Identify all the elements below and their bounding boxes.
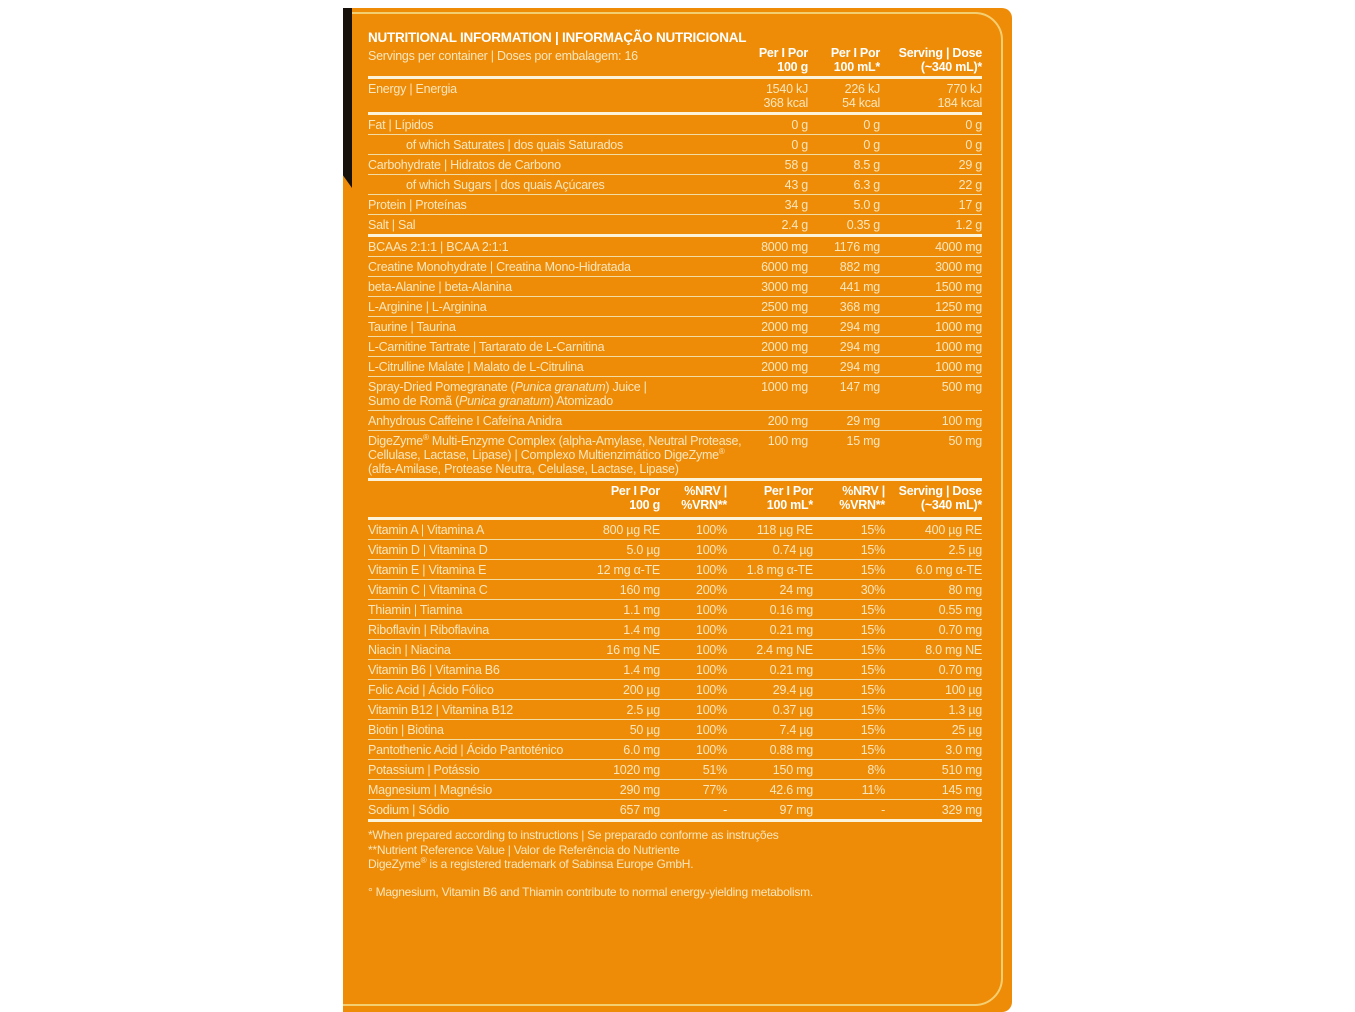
nutrient-value: 15% — [860, 743, 885, 757]
nutrient-value: 226 kJ 54 kcal — [842, 82, 880, 110]
label-content — [368, 24, 982, 899]
nutrient-value: 17 g — [958, 198, 982, 212]
nutrient-value: 0 g — [863, 138, 880, 152]
nutrient-row — [368, 560, 982, 580]
nutrient-value: 0.70 mg — [938, 663, 982, 677]
nutrient-value: 118 µg RE — [756, 523, 813, 537]
servings-line: Servings per container | Doses por embalagem: 16 — [368, 49, 638, 63]
nutrient-value: 2000 mg — [761, 360, 808, 374]
nutrient-row — [368, 317, 982, 337]
nutrient-label: Salt | Sal — [368, 218, 416, 232]
nutrient-value: 15% — [860, 623, 885, 637]
nutrient-row — [368, 720, 982, 740]
nutrient-label: Magnesium | Magnésio — [368, 783, 493, 797]
nutrient-value: 5.0 µg — [626, 543, 660, 557]
nutrient-value: 1.8 mg α-TE — [746, 563, 813, 577]
footnotes — [368, 828, 982, 872]
nutrient-value: 15% — [860, 663, 885, 677]
nutrient-value: 100% — [696, 523, 727, 537]
nutrient-value: 200% — [696, 583, 727, 597]
nutrient-value: 6000 mg — [761, 260, 808, 274]
nutrient-value: 160 mg — [619, 583, 660, 597]
nutrient-value: 0.70 mg — [938, 623, 982, 637]
nutrient-label: Thiamin | Tiamina — [368, 603, 463, 617]
column-header: %NRV | %VRN** — [681, 484, 727, 512]
nutrient-value: 368 mg — [839, 300, 880, 314]
nutrient-label: Carbohydrate | Hidratos de Carbono — [368, 158, 561, 172]
nutrient-value: 29 mg — [846, 414, 880, 428]
label-edge-stripe — [343, 8, 352, 188]
column-header: Serving | Dose (~340 mL)* — [898, 484, 982, 512]
nutrient-value: - — [723, 803, 727, 817]
nutrient-label: Vitamin B12 | Vitamina B12 — [368, 703, 513, 717]
main-table-body — [368, 79, 982, 481]
nutrient-value: 145 mg — [941, 783, 982, 797]
nutrient-value: 1540 kJ 368 kcal — [763, 82, 808, 110]
nutrient-value: 100% — [696, 643, 727, 657]
nutrient-value: 34 g — [784, 198, 808, 212]
nutrient-row — [368, 780, 982, 800]
nutrient-label: Energy | Energia — [368, 82, 457, 96]
column-header: Per I Por 100 g — [610, 484, 660, 512]
nutrient-value: 15% — [860, 603, 885, 617]
nutrient-value: 150 mg — [772, 763, 813, 777]
label-title: NUTRITIONAL INFORMATION | INFORMAÇÃO NUTRICIONAL — [368, 30, 747, 45]
nutrient-value: 100% — [696, 743, 727, 757]
nutrient-value: 1176 mg — [834, 240, 880, 254]
nutrient-value: 0.21 mg — [769, 663, 813, 677]
nutrient-value: 294 mg — [839, 340, 880, 354]
nutrient-value: 1000 mg — [935, 340, 982, 354]
nutrient-value: 29 g — [958, 158, 982, 172]
nutrient-value: 0 g — [791, 138, 808, 152]
nutrient-value: 1.4 mg — [623, 623, 660, 637]
nutrient-value: 0.37 µg — [772, 703, 813, 717]
nutrient-row — [368, 115, 982, 135]
nutrient-label: Fat | Lípidos — [368, 118, 434, 132]
nutrient-label: Vitamin D | Vitamina D — [368, 543, 488, 557]
nutrient-value: 58 g — [784, 158, 808, 172]
nutrient-value: 1.2 g — [955, 218, 982, 232]
nutrient-value: 29.4 µg — [772, 683, 813, 697]
nutrient-value: 22 g — [958, 178, 982, 192]
nutrient-value: 7.4 µg — [779, 723, 813, 737]
nutrient-value: 2.4 mg NE — [756, 643, 813, 657]
nutrient-value: 15% — [860, 563, 885, 577]
nutrient-row — [368, 155, 982, 175]
nutrient-value: 0.88 mg — [769, 743, 813, 757]
nutrient-row — [368, 297, 982, 317]
nutrient-row — [368, 520, 982, 540]
nutrient-label: Spray-Dried Pomegranate (Punica granatum) Juice | Sumo de Romã (Punica granatum) Atomizado — [368, 380, 647, 408]
nutrient-value: 30% — [860, 583, 885, 597]
nutrient-value: 882 mg — [839, 260, 880, 274]
nutrient-value: 43 g — [784, 178, 808, 192]
nutrient-label: Vitamin B6 | Vitamina B6 — [368, 663, 500, 677]
nutrient-value: 100% — [696, 703, 727, 717]
nutrient-value: 15% — [860, 723, 885, 737]
nutrient-label: Biotin | Biotina — [368, 723, 444, 737]
nutrient-row — [368, 700, 982, 720]
nutrient-label: Protein | Proteínas — [368, 198, 467, 212]
nutrient-row — [368, 257, 982, 277]
nutrient-value: 200 µg — [623, 683, 660, 697]
nutrient-value: 97 mg — [779, 803, 813, 817]
nutrient-label: Niacin | Niacina — [368, 643, 451, 657]
nutrient-label: DigeZyme® Multi-Enzyme Complex (alpha-Amylase, Neutral Protease, Cellulase, Lactase, Lipase) | Complexo Multienzimático DigeZyme® (alfa-Amilase, Protease Neutra, Celulase, Lactase, Lipase) — [368, 432, 742, 476]
nutrient-value: 2.5 µg — [626, 703, 660, 717]
nutrient-value: 4000 mg — [935, 240, 982, 254]
nutrient-value: 80 mg — [948, 583, 982, 597]
nutrient-label: of which Saturates | dos quais Saturados — [406, 138, 623, 152]
column-header: %NRV | %VRN** — [839, 484, 885, 512]
nutrient-value: 400 µg RE — [924, 523, 982, 537]
nutrient-row — [368, 760, 982, 780]
nutrient-value: 294 mg — [839, 360, 880, 374]
nutrient-value: 8.5 g — [853, 158, 880, 172]
nutrient-value: 15% — [860, 703, 885, 717]
nutrient-label: Folic Acid | Ácido Fólico — [368, 683, 494, 697]
nutrient-value: 2.5 µg — [948, 543, 982, 557]
nutrient-value: 6.0 mg α-TE — [915, 563, 982, 577]
column-header: Serving | Dose (~340 mL)* — [898, 46, 982, 74]
nutrient-row — [368, 377, 982, 411]
nutrient-row — [368, 277, 982, 297]
nutrient-label: Taurine | Taurina — [368, 320, 456, 334]
nutrient-value: 1000 mg — [935, 360, 982, 374]
nutrient-value: 2000 mg — [761, 320, 808, 334]
nutrient-value: 15% — [860, 643, 885, 657]
metabolism-note: ° Magnesium, Vitamin B6 and Thiamin contribute to normal energy-yielding metabolism. — [368, 884, 813, 899]
nutrient-value: 200 mg — [767, 414, 808, 428]
nutrient-value: 8000 mg — [761, 240, 808, 254]
nutrient-value: 6.3 g — [853, 178, 880, 192]
footnote-line: *When prepared according to instructions | Se preparado conforme as instruções — [368, 828, 779, 842]
nutrient-value: 3000 mg — [935, 260, 982, 274]
nutrient-row — [368, 600, 982, 620]
nutrient-value: 100 µg — [945, 683, 982, 697]
nutrient-value: 100 mg — [941, 414, 982, 428]
nutrition-label-panel — [343, 8, 1012, 1012]
nutrient-row — [368, 431, 982, 481]
nutrient-value: 12 mg α-TE — [596, 563, 660, 577]
nutrient-value: 42.6 mg — [769, 783, 813, 797]
nutrient-value: 25 µg — [951, 723, 982, 737]
nutrient-value: 100% — [696, 603, 727, 617]
nutrient-label: L-Citrulline Malate | Malato de L-Citrulina — [368, 360, 584, 374]
nutrient-value: 1000 mg — [935, 320, 982, 334]
nutrient-value: 0.74 µg — [772, 543, 813, 557]
nutrient-value: 1.3 µg — [948, 703, 982, 717]
vitamin-table-body — [368, 520, 982, 822]
nutrient-value: 0.16 mg — [769, 603, 813, 617]
vitamin-table-header — [368, 483, 982, 520]
nutrient-label: beta-Alanine | beta-Alanina — [368, 280, 512, 294]
footnote-line: **Nutrient Reference Value | Valor de Referência do Nutriente — [368, 842, 680, 857]
nutrient-value: 11% — [861, 783, 885, 797]
nutrient-value: 0 g — [965, 138, 982, 152]
nutrient-value: 329 mg — [941, 803, 982, 817]
nutrient-value: - — [881, 803, 885, 817]
nutrient-row — [368, 540, 982, 560]
nutrient-value: 1000 mg — [761, 380, 808, 394]
nutrient-row — [368, 660, 982, 680]
nutrient-value: 3.0 mg — [945, 743, 982, 757]
nutrient-value: 24 mg — [779, 583, 813, 597]
nutrient-value: 5.0 g — [853, 198, 880, 212]
nutrient-label: L-Arginine | L-Arginina — [368, 300, 487, 314]
nutrient-value: 0.55 mg — [938, 603, 982, 617]
main-table-header — [368, 48, 982, 79]
nutrient-row — [368, 580, 982, 600]
nutrient-row — [368, 195, 982, 215]
nutrient-value: 1.1 mg — [623, 603, 660, 617]
nutrient-value: 147 mg — [839, 380, 880, 394]
column-header: Per I Por 100 mL* — [763, 484, 813, 512]
nutrient-value: 0 g — [863, 118, 880, 132]
nutrient-value: 800 µg RE — [602, 523, 660, 537]
nutrient-value: 50 mg — [948, 434, 982, 448]
nutrient-value: 657 mg — [619, 803, 660, 817]
nutrient-row — [368, 740, 982, 760]
nutrient-row — [368, 357, 982, 377]
nutrient-label: Vitamin C | Vitamina C — [368, 583, 488, 597]
nutrient-row — [368, 620, 982, 640]
nutrient-row — [368, 800, 982, 822]
nutrient-value: 15% — [860, 543, 885, 557]
nutrient-row — [368, 135, 982, 155]
nutrient-value: 100% — [696, 623, 727, 637]
nutrient-value: 0.21 mg — [769, 623, 813, 637]
nutrient-label: Riboflavin | Riboflavina — [368, 623, 489, 637]
nutrient-value: 510 mg — [941, 763, 982, 777]
nutrient-value: 15% — [860, 683, 885, 697]
nutrient-value: 2000 mg — [761, 340, 808, 354]
nutrient-value: 50 µg — [629, 723, 660, 737]
nutrient-label: of which Sugars | dos quais Açúcares — [406, 178, 605, 192]
nutrient-label: Vitamin E | Vitamina E — [368, 563, 487, 577]
nutrient-row — [368, 175, 982, 195]
nutrient-row — [368, 640, 982, 660]
nutrient-value: 1020 mg — [613, 763, 660, 777]
nutrient-value: 77% — [702, 783, 727, 797]
nutrient-value: 100% — [696, 683, 727, 697]
nutrient-value: 3000 mg — [761, 280, 808, 294]
nutrient-label: Creatine Monohydrate | Creatina Mono-Hidratada — [368, 260, 631, 274]
nutrient-row — [368, 337, 982, 357]
nutrient-value: 1500 mg — [935, 280, 982, 294]
nutrient-row — [368, 237, 982, 257]
nutrient-label: Anhydrous Caffeine I Cafeína Anidra — [368, 414, 562, 428]
nutrient-value: 51% — [702, 763, 727, 777]
nutrient-label: BCAAs 2:1:1 | BCAA 2:1:1 — [368, 240, 509, 254]
nutrient-value: 770 kJ 184 kcal — [937, 82, 982, 110]
footnote-line: DigeZyme® is a registered trademark of Sabinsa Europe GmbH. — [368, 856, 694, 871]
nutrient-value: 100 mg — [767, 434, 808, 448]
nutrient-value: 6.0 mg — [623, 743, 660, 757]
nutrient-value: 290 mg — [619, 783, 660, 797]
nutrient-value: 2.4 g — [781, 218, 808, 232]
nutrient-value: 2500 mg — [761, 300, 808, 314]
nutrient-value: 0 g — [965, 118, 982, 132]
nutrient-value: 0.35 g — [846, 218, 880, 232]
nutrient-value: 100% — [696, 663, 727, 677]
column-header: Per I Por 100 g — [758, 46, 808, 74]
nutrient-value: 15 mg — [846, 434, 880, 448]
nutrient-row — [368, 215, 982, 237]
nutrient-value: 0 g — [791, 118, 808, 132]
nutrient-value: 500 mg — [941, 380, 982, 394]
nutrient-value: 1.4 mg — [623, 663, 660, 677]
nutrient-label: Sodium | Sódio — [368, 803, 450, 817]
nutrient-label: Potassium | Potássio — [368, 763, 480, 777]
nutrient-value: 15% — [860, 523, 885, 537]
nutrient-value: 1250 mg — [935, 300, 982, 314]
nutrient-value: 441 mg — [839, 280, 880, 294]
nutrient-value: 8% — [867, 763, 885, 777]
nutrient-value: 8.0 mg NE — [925, 643, 982, 657]
nutrient-label: L-Carnitine Tartrate | Tartarato de L-Carnitina — [368, 340, 605, 354]
nutrient-value: 100% — [696, 723, 727, 737]
nutrient-label: Pantothenic Acid | Ácido Pantoténico — [368, 743, 564, 757]
nutrient-row — [368, 680, 982, 700]
nutrient-value: 16 mg NE — [606, 643, 660, 657]
column-header: Per I Por 100 mL* — [830, 46, 880, 74]
nutrient-value: 100% — [696, 563, 727, 577]
nutrient-row — [368, 79, 982, 115]
nutrient-row — [368, 411, 982, 431]
nutrient-label: Vitamin A | Vitamina A — [368, 523, 485, 537]
nutrient-value: 100% — [696, 543, 727, 557]
nutrient-value: 294 mg — [839, 320, 880, 334]
